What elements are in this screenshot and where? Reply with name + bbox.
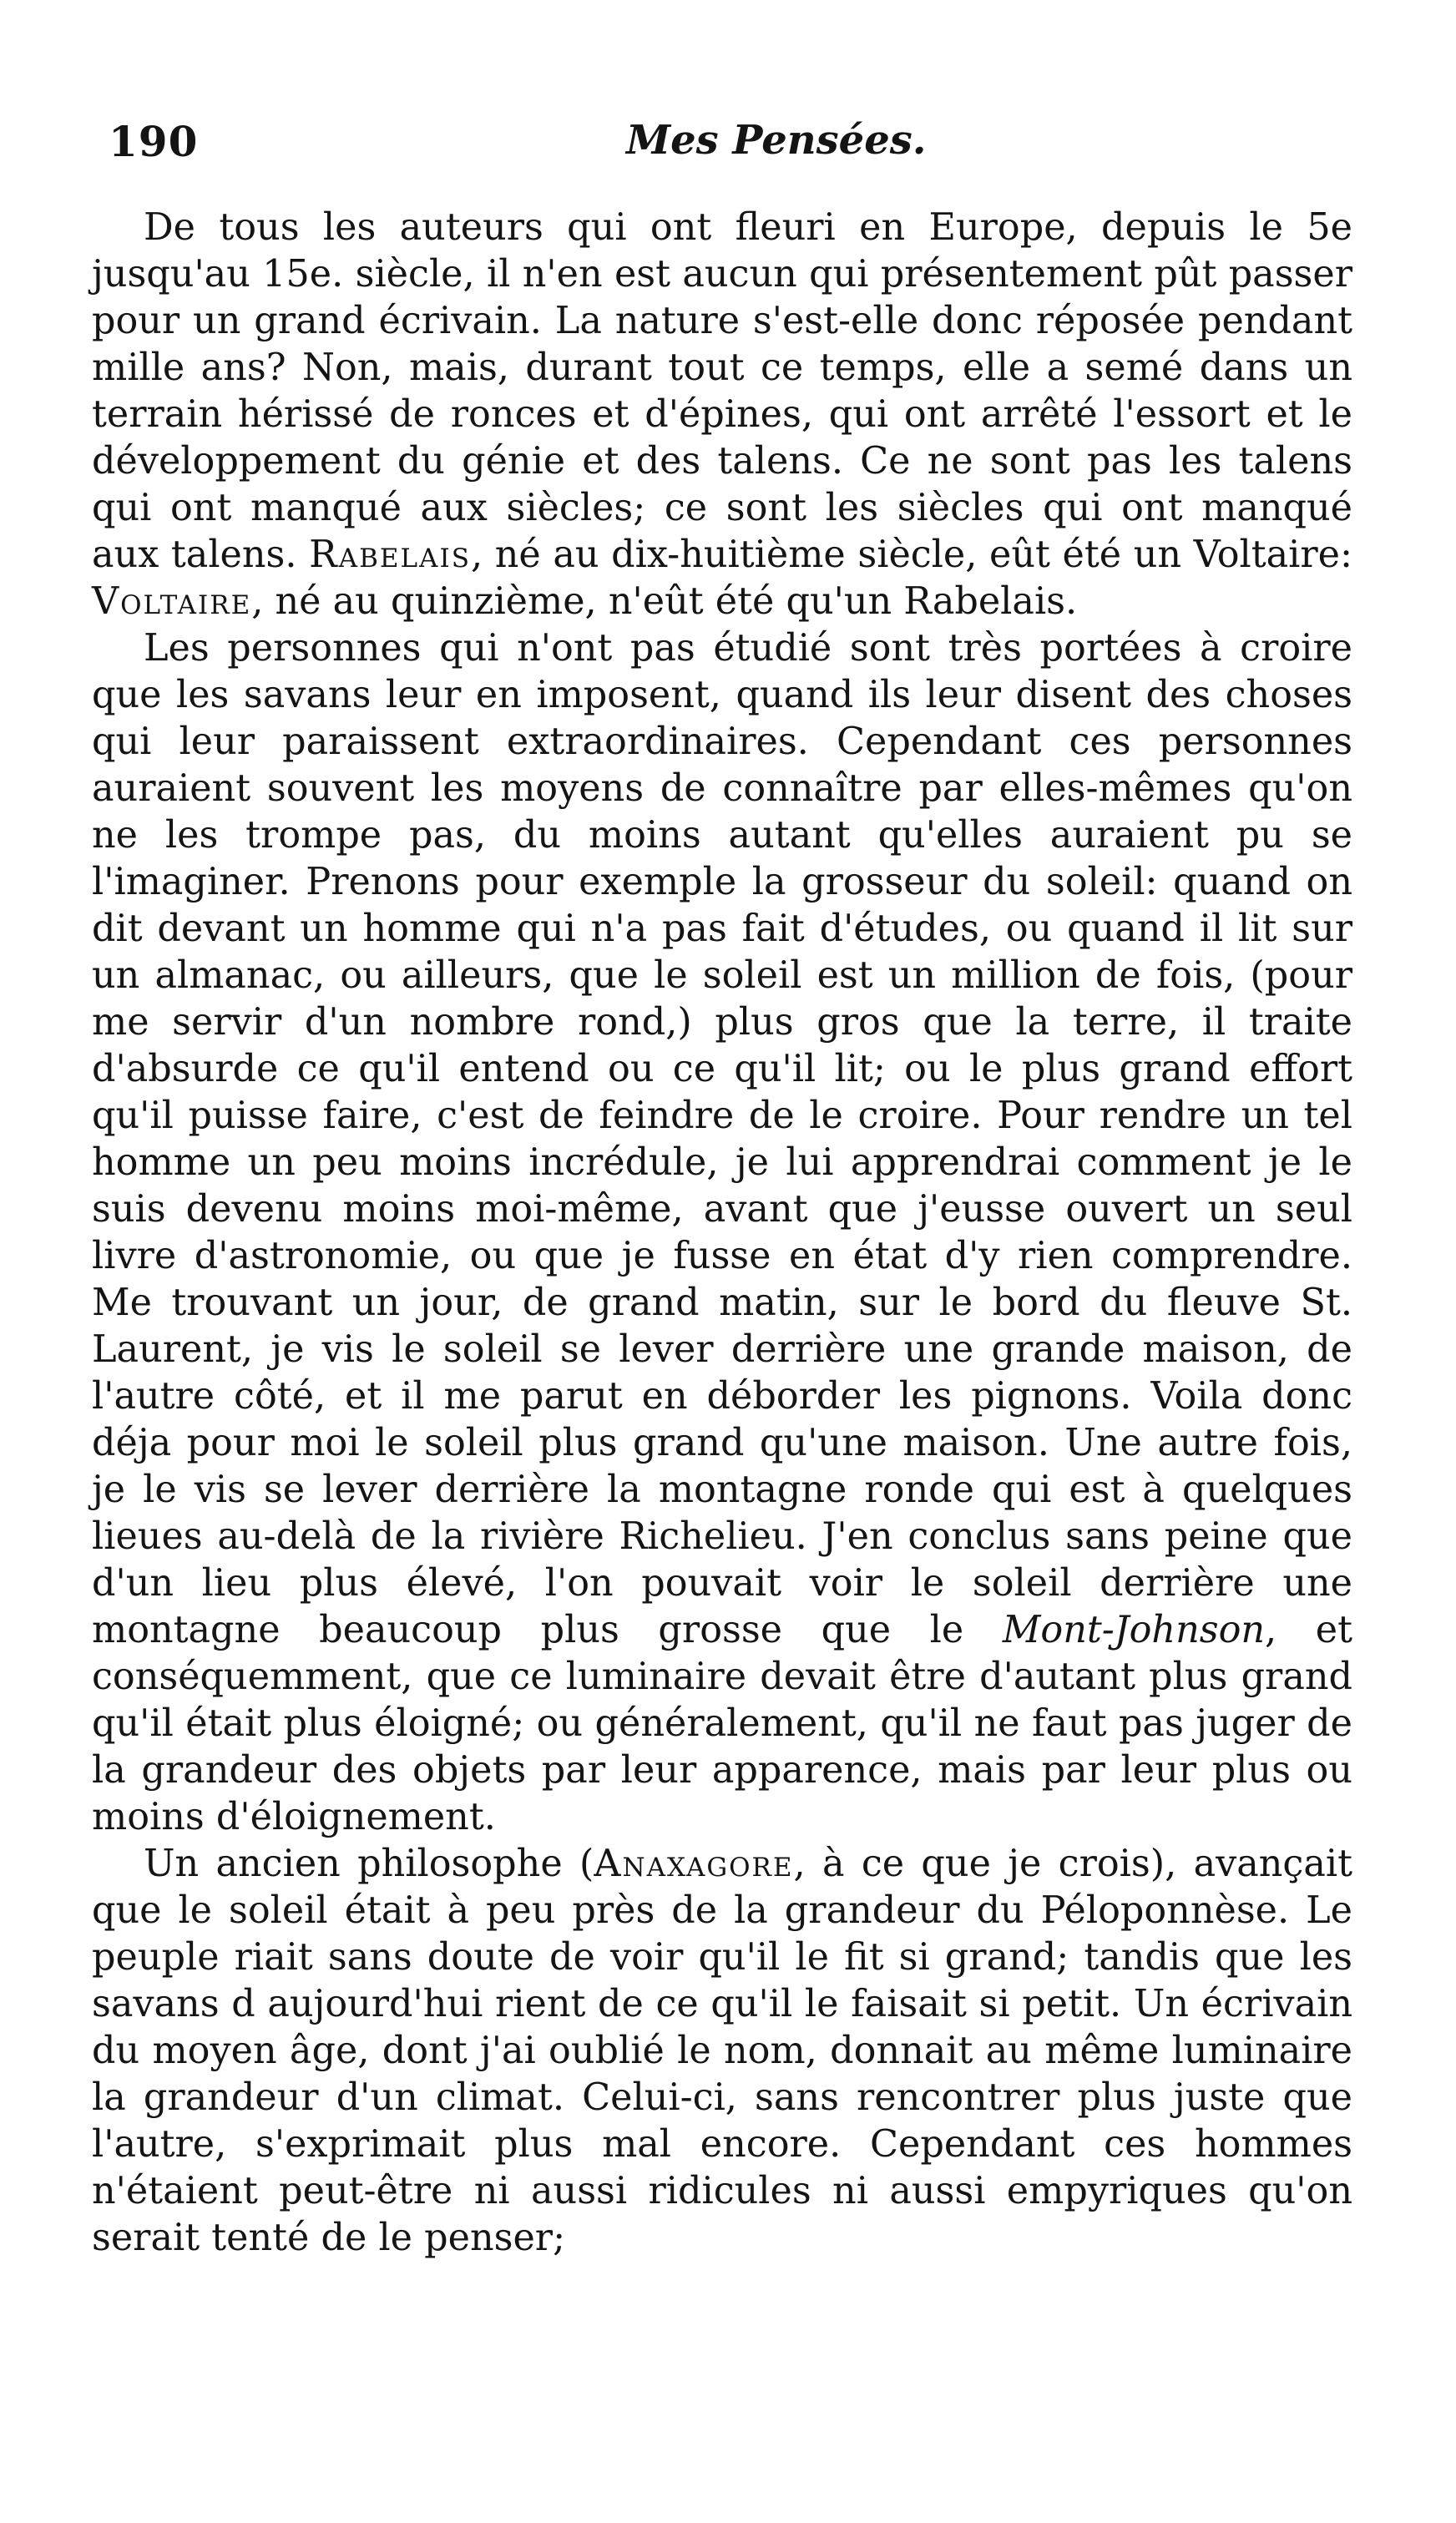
- text-segment: Les personnes qui n'ont pas étudié sont très portées à croire que les savans leur en imposent, quand ils leur disent des choses qui leur paraissent extraordinaires. Cependant ces personnes auraient souvent les moyens de connaître par elles-mêmes qu'on ne les trompe pas, du moins autant qu'elles auraient pu se l'imaginer. Prenons pour exemple la grosseur du soleil: quand on dit devant un homme qui n'a pas fait d'études, ou quand il lit sur un almanac, ou ailleurs, que le soleil est un million de fois, (pour me servir d'un nombre rond,) plus gros que la terre, il traite d'absurde ce qu'il entend ou ce qu'il lit; ou le plus grand effort qu'il puisse faire, c'est de feindre de le croire. Pour rendre un tel homme un peu moins incrédule, je lui apprendrai comment je le suis devenu moins moi-même, avant que j'eusse ouvert un seul livre d'astronomie, ou que je fusse en état d'y rien comprendre. Me trouvant un jour, de grand matin, sur le bord du fleuve St. Laurent, je vis le soleil se lever derrière une grande maison, de l'autre côté, et il me parut en déborder les pignons. Voila donc déja pour moi le soleil plus grand qu'une maison. Une autre fois, je le vis se lever derrière la montagne ronde qui est à quelques lieues au-delà de la rivière Richelieu. J'en conclus sans peine que d'un lieu plus élevé, l'on pouvait voir le soleil derrière une montagne beaucoup plus grosse que le: [92, 627, 1352, 1651]
- page-number: 190: [109, 117, 199, 166]
- author-name: Anaxagore: [594, 1843, 794, 1885]
- page-header: [109, 117, 1361, 175]
- paragraph: [92, 625, 1352, 1841]
- place-name: Mont-Johnson: [1002, 1609, 1266, 1651]
- text-segment: , à ce que je crois), avançait que le soleil était à peu près de la grandeur du Péloponnèse. Le peuple riait sans doute de voir qu'il le fit si grand; tandis que les savans d aujourd'hui rient de ce qu'il le faisait si petit. Un écrivain du moyen âge, dont j'ai oublié le nom, donnait au même luminaire la grandeur d'un climat. Celui-ci, sans rencontrer plus juste que l'autre, s'exprimait plus mal encore. Cependant ces hommes n'étaient peut-être ni aussi ridicules ni aussi empyriques qu'on serait tenté de le penser;: [92, 1843, 1352, 2259]
- text-segment: De tous les auteurs qui ont fleuri en Europe, depuis le 5e jusqu'au 15e. siècle, il n'en est aucun qui présentement pût passer pour un grand écrivain. La nature s'est-elle donc réposée pendant mille ans? Non, mais, durant tout ce temps, elle a semé dans un terrain hérissé de ronces et d'épines, qui ont arrêté l'essort et le développement du génie et des talens. Ce ne sont pas les talens qui ont manqué aux siècles; ce sont les siècles qui ont manqué aux talens.: [92, 206, 1352, 576]
- text-segment: Un ancien philosophe (: [144, 1843, 594, 1885]
- paragraph: [92, 1841, 1352, 2262]
- paragraph: [92, 205, 1352, 625]
- author-name: Rabelais: [309, 533, 471, 576]
- text-segment: , né au quinzième, n'eût été qu'un Rabelais.: [251, 580, 1078, 623]
- running-title: Mes Pensées.: [626, 117, 927, 164]
- body-text: [92, 205, 1352, 2262]
- text-segment: , né au dix-huitième siècle, eût été un Voltaire:: [470, 533, 1352, 576]
- text-segment: , et conséquemment, que ce luminaire devait être d'autant plus grand qu'il était plus éloigné; ou généralement, qu'il ne faut pas juger de la grandeur des objets par leur apparence, mais par leur plus ou moins d'éloignement.: [92, 1609, 1352, 1838]
- author-name: Voltaire: [92, 580, 252, 623]
